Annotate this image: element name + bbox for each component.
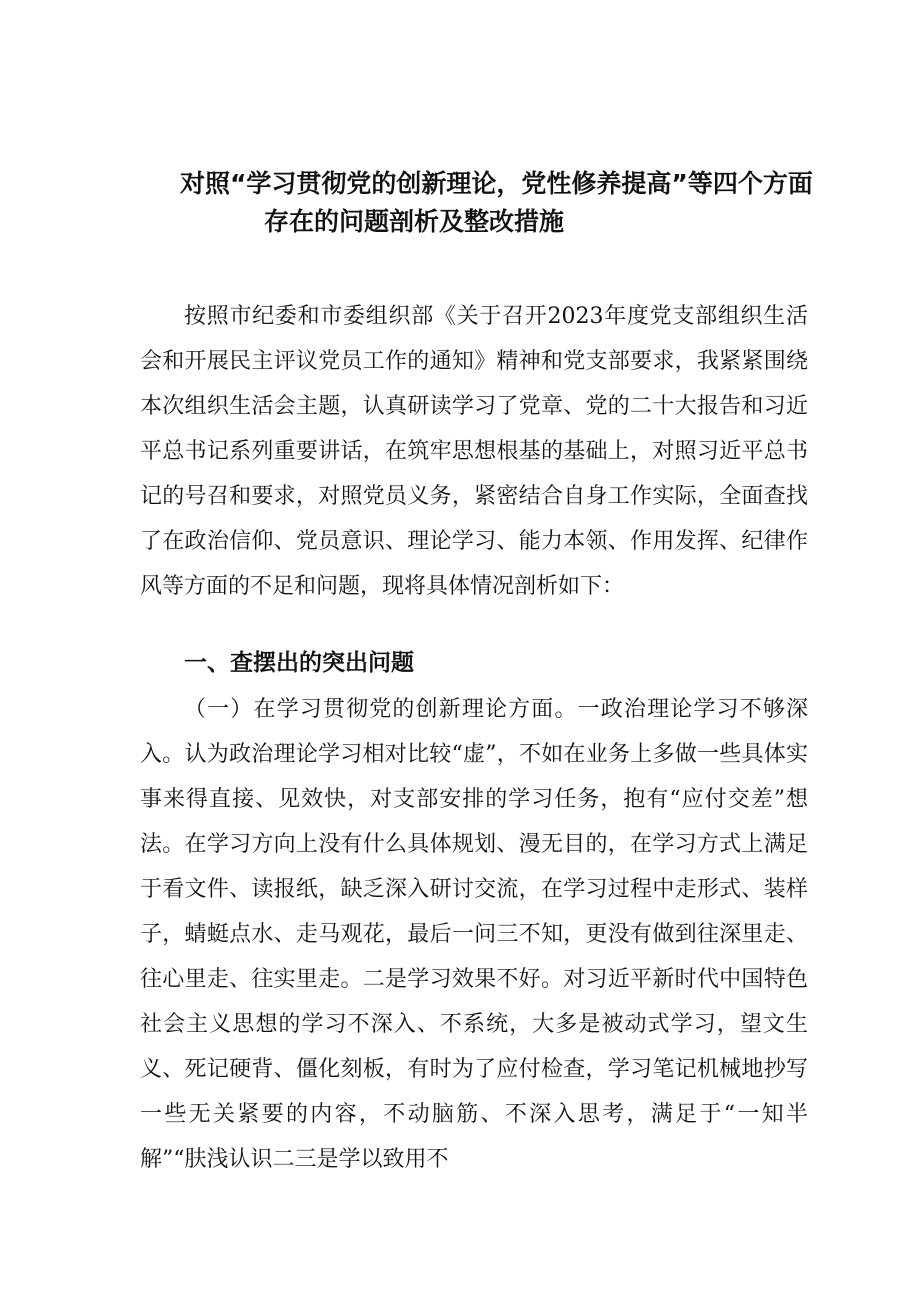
section-heading-1: 一、查摆出的突出问题 <box>184 650 414 676</box>
section-1-paragraph-1: （一）在学习贯彻党的创新理论方面。一政治理论学习不够深入。认为政治理论学习相对比较“虚”，不如在业务上多做一些具体实事来得直接、见效快，对支部安排的学习任务，抱有“应付交差”想法。在学习方向上没有什么具体规划、漫无目的，在学习方式上满足于看文件、读报纸，缺乏深入研讨交流，在学习过程中走形式、装样子，蜻蜓点水、走马观花，最后一问三不知，更没有做到往深里走、往心里走、往实里走。二是学习效果不好。对习近平新时代中国特色社会主义思想的学习不深入、不系统，大多是被动式学习，望文生义、死记硬背、僵化刻板，有时为了应付检查，学习笔记机械地抄写一些无关紧要的内容，不动脑筋、不深入思考，满足于“一知半解”“肤浅认识二三是学以致用不 <box>140 697 808 1172</box>
title-line-2: 存在的问题剖析及整改措施 <box>264 207 565 236</box>
intro-paragraph: 按照市纪委和市委组织部《关于召开2023年度党支部组织生活会和开展民主评议党员工作的通知》精神和党支部要求，我紧紧围绕本次组织生活会主题，认真研读学习了党章、党的二十大报告和习近平总书记系列重要讲话，在筑牢思想根基的基础上，对照习近平总书记的号召和要求，对照党员义务，紧密结合自身工作实际，全面查找了在政治信仰、党员意识、理论学习、能力本领、作用发挥、纪律作风等方面的不足和问题，现将具体情况剖析如下： <box>140 304 808 599</box>
title-line-1: 对照“学习贯彻党的创新理论，党性修养提高”等四个方面 <box>180 169 813 198</box>
